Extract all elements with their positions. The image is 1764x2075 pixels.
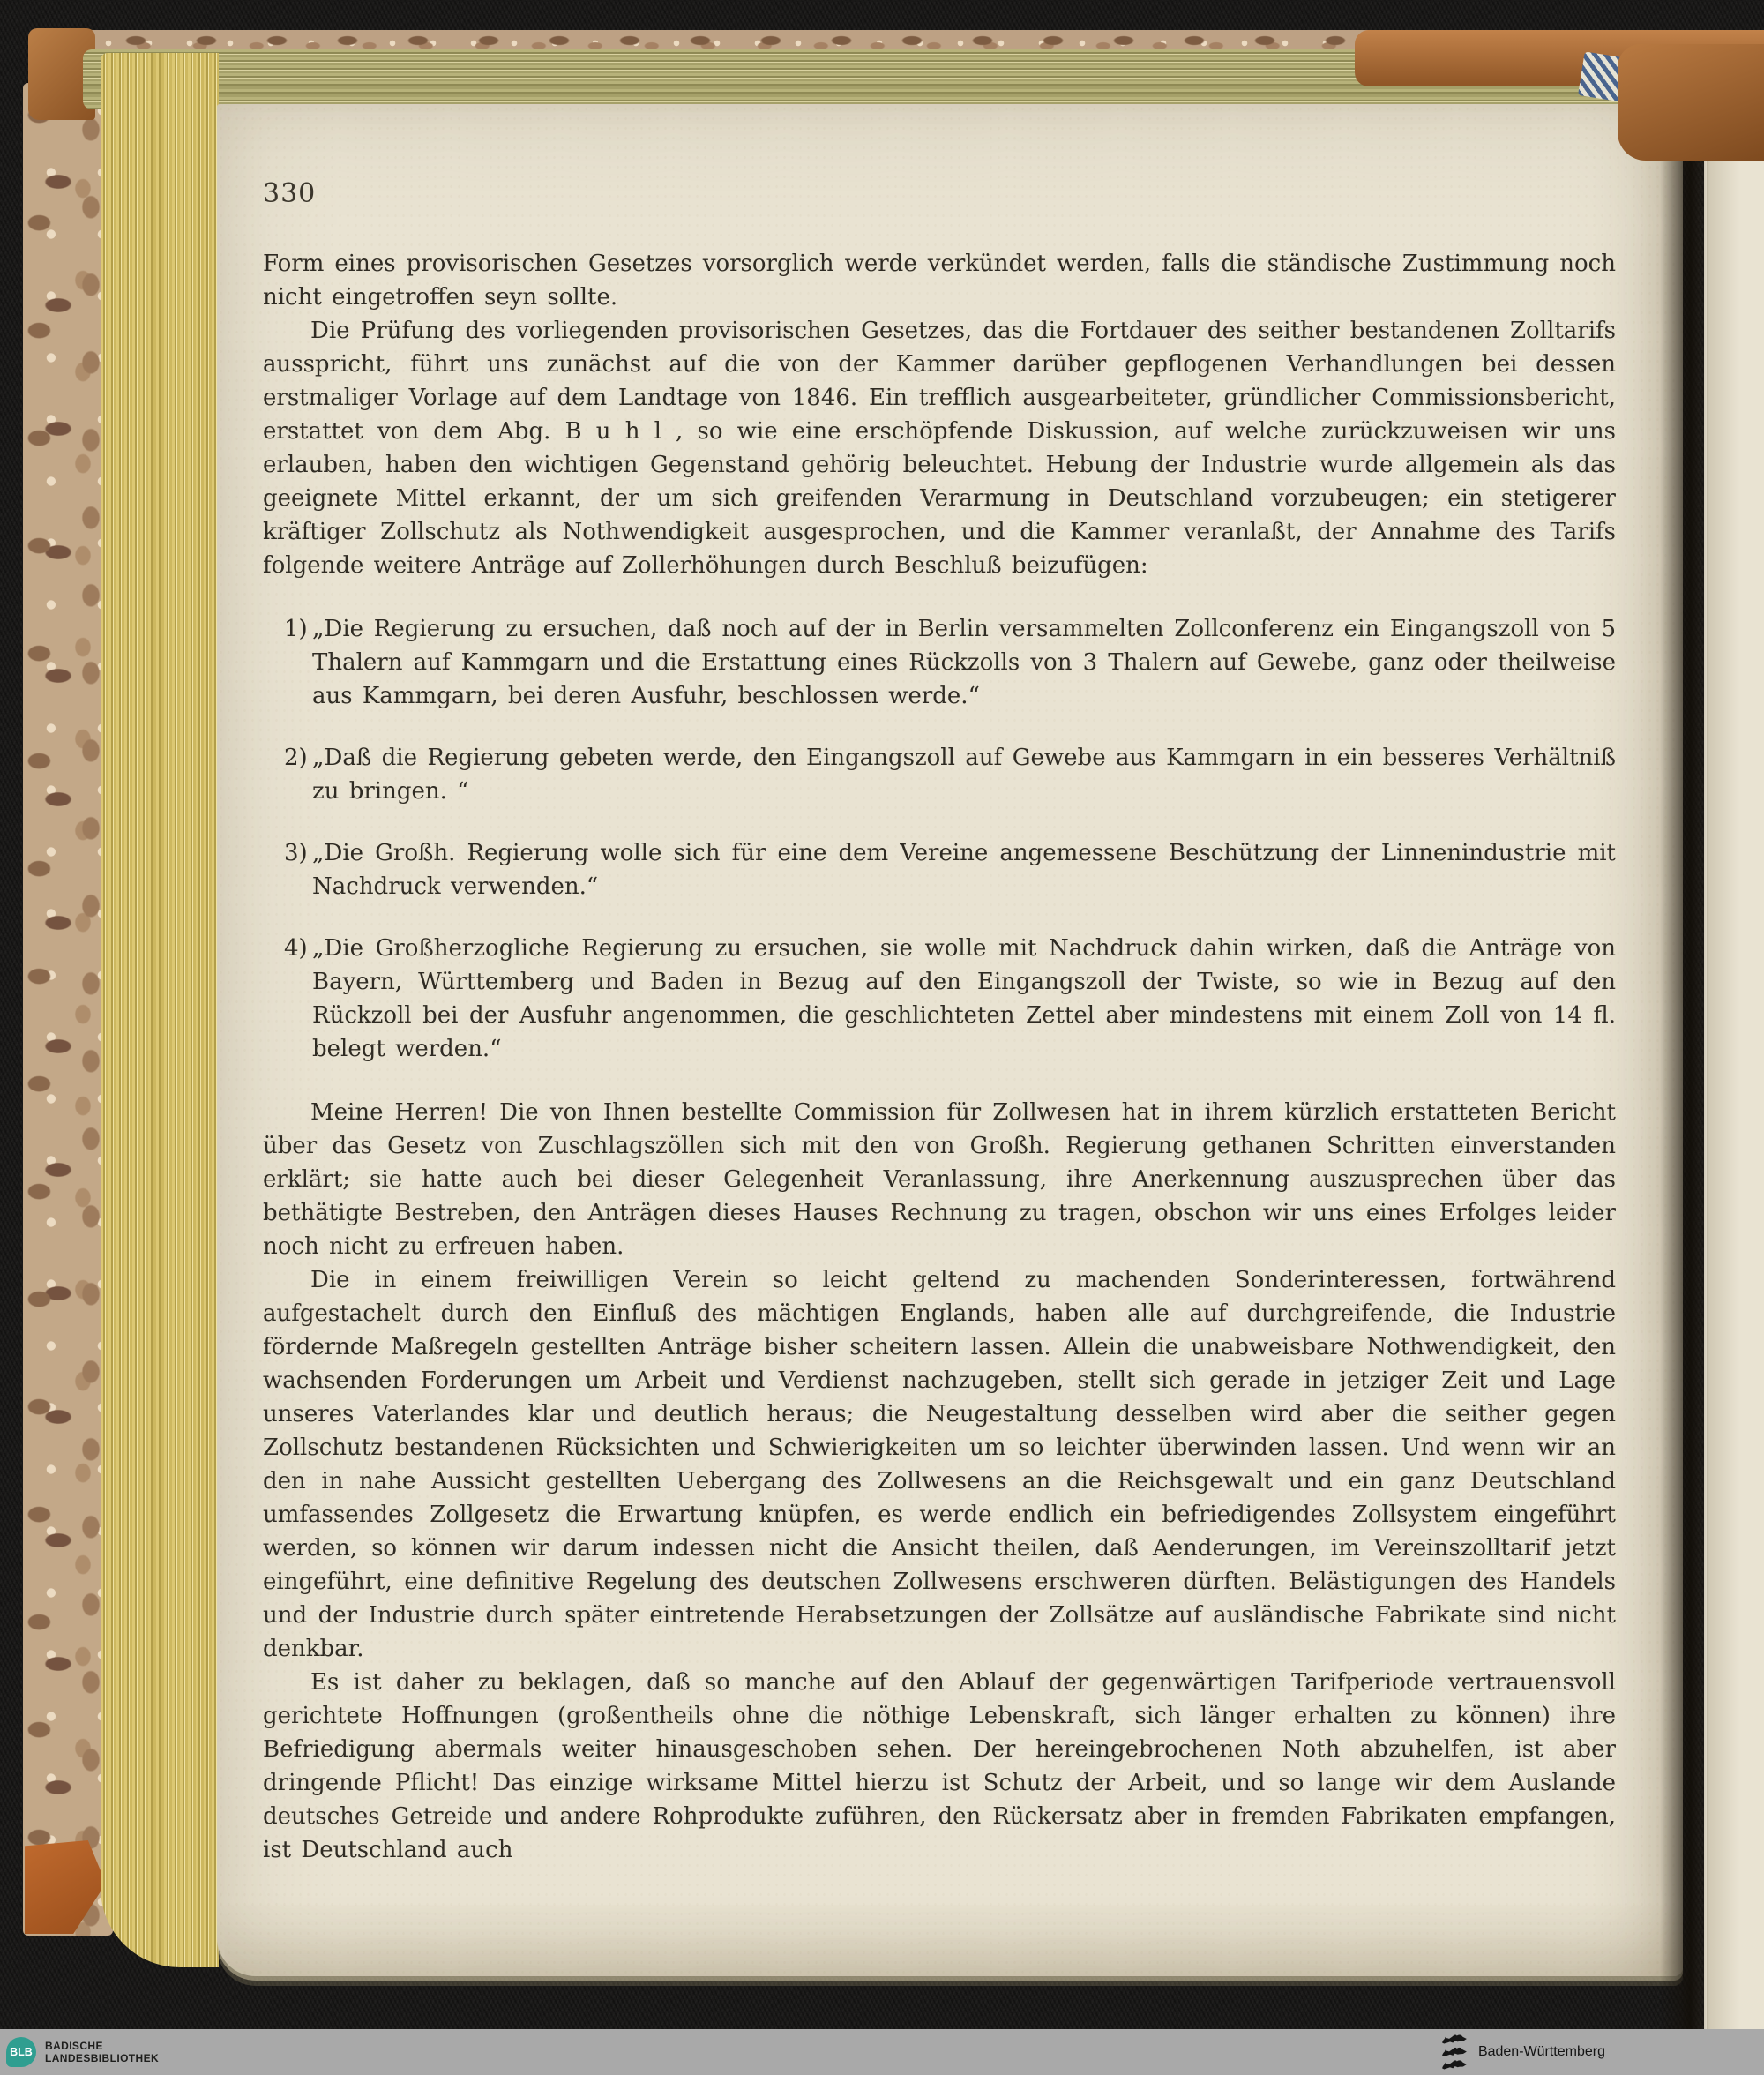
list-item <box>263 932 1616 1066</box>
library-name-line2: LANDESBIBLIOTHEK <box>45 2052 160 2064</box>
item-marker: 1) <box>284 616 308 642</box>
list-item <box>263 612 1616 713</box>
list-item <box>263 836 1616 903</box>
resolution-list <box>263 612 1616 1066</box>
state-branding <box>1441 2029 1605 2075</box>
marbled-cover-edge <box>23 83 113 1936</box>
item-marker: 3) <box>284 840 308 866</box>
paragraph-intro: Die Prüfung des vorliegenden provisorischen Gesetzes, das die Fortdauer des seither bestandenen Zolltarifs ausspricht, führt uns zunächst auf die von der Kammer darüber gepflogenen Verhandlungen bei dessen erstmaliger Vorlage auf dem Landtage von 1846. Ein trefflich ausgearbeiteter, gründlicher Commissionsbericht, erstattet von dem Abg. B u h l , so wie eine erschöpfende Diskussion, auf welche zurückzuweisen wir uns erlauben, haben den wichtigen Gegenstand gehörig beleuchtet. Hebung der Industrie wurde allgemein als das geeignete Mittel erkannt, der um sich greifenden Verarmung in Deutschland vorzubeugen; ein stetigerer kräftiger Zollschutz als Nothwendigkeit ausgesprochen, und die Kammer veranlaßt, der Annahme des Tarifs folgende weitere Anträge auf Zollerhöhungen durch Beschluß beizufügen: <box>263 318 1616 579</box>
item-text: „Daß die Regierung gebeten werde, den Eingangszoll auf Gewebe aus Kammgarn in ein besseres Verhältniß zu bringen. “ <box>312 745 1616 805</box>
item-text: „Die Regierung zu ersuchen, daß noch auf der in Berlin versammelten Zollconferenz ein Eingangszoll von 5 Thalern auf Kammgarn und die Erstattung eines Rückzolls von 3 Thalern auf Gewebe, ganz oder theilweise aus Kammgarn, bei deren Ausfuhr, beschlossen werde.“ <box>312 616 1616 709</box>
paragraph-continued: Form eines provisorischen Gesetzes vorsorglich werde verkündet werden, falls die ständische Zustimmung noch nicht eingetroffen seyn sollte. <box>263 251 1616 311</box>
page-stack-fore-edge <box>101 53 219 1967</box>
library-name-line1: BADISCHE <box>45 2039 103 2052</box>
item-marker: 2) <box>284 745 308 771</box>
viewer-footer-bar <box>0 2029 1764 2075</box>
page-text-block <box>263 247 1616 1941</box>
leather-corner-top-right <box>1618 44 1764 161</box>
paragraph-verein: Die in einem freiwilligen Verein so leicht geltend zu machenden Sonderinteressen, fortwährend aufgestachelt durch den Einfluß des mächtigen Englands, haben alle auf durchgreifende, die Industrie fördernde Maßregeln gestellten Anträge bisher scheitern lassen. Allein die unabweisbare Nothwendigkeit, den wachsenden Forderungen um Arbeit und Verdienst nachzugeben, stellt sich gerade in jetziger Zeit und Lage unseres Vaterlandes klar und deutlich heraus; die Neugestaltung desselben wird aber die seither gegen Zollschutz bestandenen Rücksichten und Schwierigkeiten um so leichter überwinden lassen. Und wenn wir an den in nahe Aussicht gestellten Uebergang des Zollwesens an die Reichsgewalt und ein ganz Deutschland umfassendes Zollgesetz die Erwartung knüpfen, es werde endlich ein befriedigendes Zollsystem eingeführt werden, so können wir darum indessen nicht die Ansicht theilen, daß Aenderungen, im Vereinszolltarif jetzt eingeführt, eine definitive Regelung des deutschen Zollwesens erschweren dürften. Belästigungen des Handels und der Industrie durch später eintretende Herabsetzungen der Zollsätze auf ausländische Fabrikate sind nicht denkbar. <box>263 1267 1616 1662</box>
paragraph-commission: Meine Herren! Die von Ihnen bestellte Commission für Zollwesen hat in ihrem kürzlich erstatteten Bericht über das Gesetz von Zuschlagszöllen sich mit den von Großh. Regierung gethanen Schritten einverstanden erklärt; sie hatte auch bei dieser Gelegenheit Veranlassung, ihre Anerkennung auszusprechen über das bethätigte Bestreben, den Anträgen dieses Hauses Rechnung zu tragen, obschon wir uns eines Erfolges leider noch nicht zu erfreuen haben. <box>263 1099 1616 1260</box>
list-item <box>263 741 1616 808</box>
item-text: „Die Großherzogliche Regierung zu ersuchen, sie wolle mit Nachdruck dahin wirken, daß die Anträge von Bayern, Württemberg und Baden in Bezug auf den Eingangszoll der Twiste, so wie in Bezug auf den Rückzoll bei der Ausfuhr angenommen, die geschlichteten Zettel aber mindestens mit einem Zoll von 14 fl. belegt werden.“ <box>312 935 1616 1062</box>
blb-logo <box>6 2037 36 2067</box>
item-text: „Die Großh. Regierung wolle sich für eine dem Vereine angemessene Beschützung der Linnenindustrie mit Nachdruck verwenden.“ <box>312 840 1616 900</box>
gutter-shadow <box>1660 71 1709 2031</box>
book-page <box>217 104 1683 1976</box>
facing-page-edge <box>1704 76 1764 2031</box>
library-name <box>45 2040 159 2065</box>
item-marker: 4) <box>284 935 308 962</box>
page-number: 330 <box>263 178 317 209</box>
state-name: Baden-Württemberg <box>1477 2044 1605 2059</box>
library-branding <box>6 2029 159 2075</box>
paragraph-klage: Es ist daher zu beklagen, daß so manche auf den Ablauf der gegenwärtigen Tarifperiode vertrauensvoll gerichtete Hoffnungen (großentheils ohne die nöthige Lebenskraft, sich länger erhalten zu können) ihre Befriedigung abermals weiter hinausgeschoben sehen. Der hereingebrochenen Noth abzuhelfen, ist aber dringende Pflicht! Das einzige wirksame Mittel hierzu ist Schutz der Arbeit, und so lange wir dem Auslande deutsches Getreide und andere Rohprodukte zuführen, den Rückersatz aber in fremden Fabrikaten empfangen, ist Deutschland auch <box>263 1669 1616 1863</box>
baden-wuerttemberg-lions-icon <box>1441 2033 1468 2071</box>
blb-logo-text: BLB <box>10 2046 33 2058</box>
